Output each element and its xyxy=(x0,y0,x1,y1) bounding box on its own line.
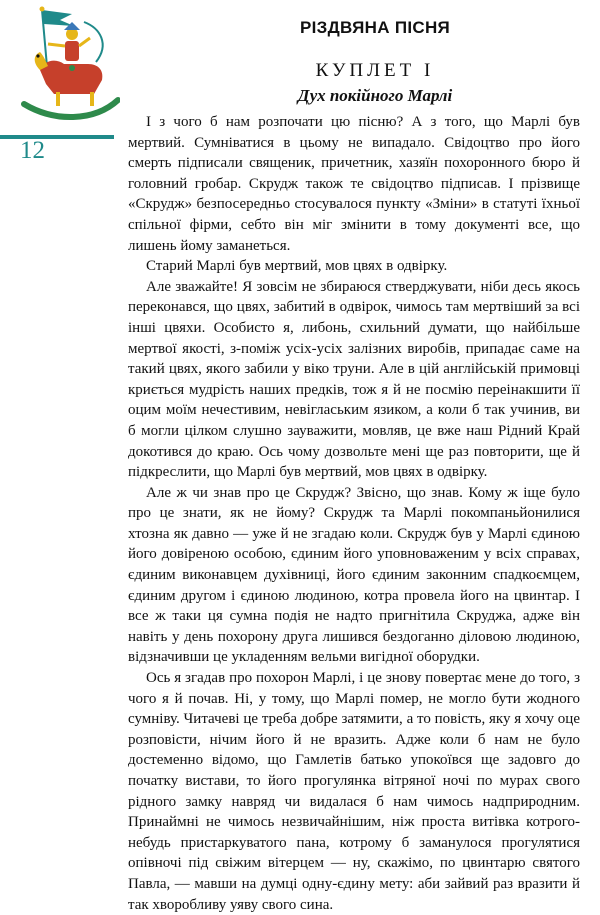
paragraph: Старий Марлі був мертвий, мов цвях в одвірку. xyxy=(146,258,448,275)
page-number: 12 xyxy=(20,137,45,164)
paragraph: Але ж чи знав про це Скрудж? Звісно, що знав. Кому ж іще було про це знати, як не йому? Скрудж та Марлі покомпаньйонилися хтозна як давно — уже й не згадаю коли. Скрудж був у Марлі єдиною його довіреною особою, єдиним його уповноваженим у всіх справах, єдиним виконавцем духівниці, його єдиним законним спадкоємцем, єдиним другом і єдиною людиною, котра провела його на цвинтар. І все ж таки ця сумна подія не надто пригнітила Скруджа, адже він навіть у день похорону друга лишився бездоганно діловою людиною, відзначивши це укладенням вельми вигідної оборудки. xyxy=(128,484,580,666)
paragraph: Але зважайте! Я зовсім не збираюся стверджувати, ніби десь якось переконався, що цвях, забитий в одвірок, чимось там мертвіший за всі інші цвяхи. Особисто я, либонь, схильний думати, що найбільше мертвої якості, з-поміж усіх-усіх залізних виробів, припадає саме на такий цвях, якого забили у віко труни. Але в цій англійській примовці криється мудрість наших предків, тож я й не посмію переінакшити її оцим моїм нечестивим, невіглаським язиком, а коли б так учинив, ви б могли цілком слушно зауважити, мовляв, це вже наш Рідний Край докотився до краю. Ось чому дозвольте мені ще раз повторити, ще й підкреслити, що Марлі був мертвий, мов цвях в одвірку. xyxy=(128,278,580,481)
chapter-label: КУПЛЕТ І xyxy=(315,60,435,81)
book-title: РІЗДВЯНА ПІСНЯ xyxy=(299,18,451,37)
paragraph: І з чого б нам розпочати цю пісню? А з того, що Марлі був мертвий. Сумніватися в цьому не випадало. Свідоцтво про його смерть підписали священик, причетник, хазяїн похоронного бюро й головний гробар. Скрудж також те свідоцтво підписав. І прізвище «Скрудж» безпосередньо стосувалося пункту «Зміни» в статуті їхньої спільної фірми, себто він міг змінити в тому документі все, що лишень йому заманеться. xyxy=(128,114,580,254)
ornament-rule xyxy=(0,135,114,139)
body-text xyxy=(128,112,580,915)
paragraph: Ось я згадав про похорон Марлі, і це знову повертає мене до того, з чого я й почав. Ні, у тому, що Марлі помер, не могло бути жодного сумніву. Читачеві це треба добре затямити, а то повість, яку я хочу оце розповісти, нічим його й не вразить. Адже коли б нам не було достеменно відомо, що Гамлетів батько упокоївся ще задовго до початку вистави, то його прогулянка вітряної ночі по мурах свого рідного замку навряд чи видалася б нам чимось надприродним. Принаймні не чимось незвичайнішим, ніж проста витівка котрого-небудь пристаркуватого пана, котрому б заманулося прогулятися опівночі під свіжим вітерцем — ну, скажімо, по цвинтарю святого Павла, — мавши на думці одну-єдину мету: аби зайвий раз вразити й так хворобливу уяву свого сина. xyxy=(128,670,580,913)
rocking-horse-rider-icon xyxy=(14,4,120,132)
chapter-subtitle: Дух покійного Марлі xyxy=(297,86,453,105)
